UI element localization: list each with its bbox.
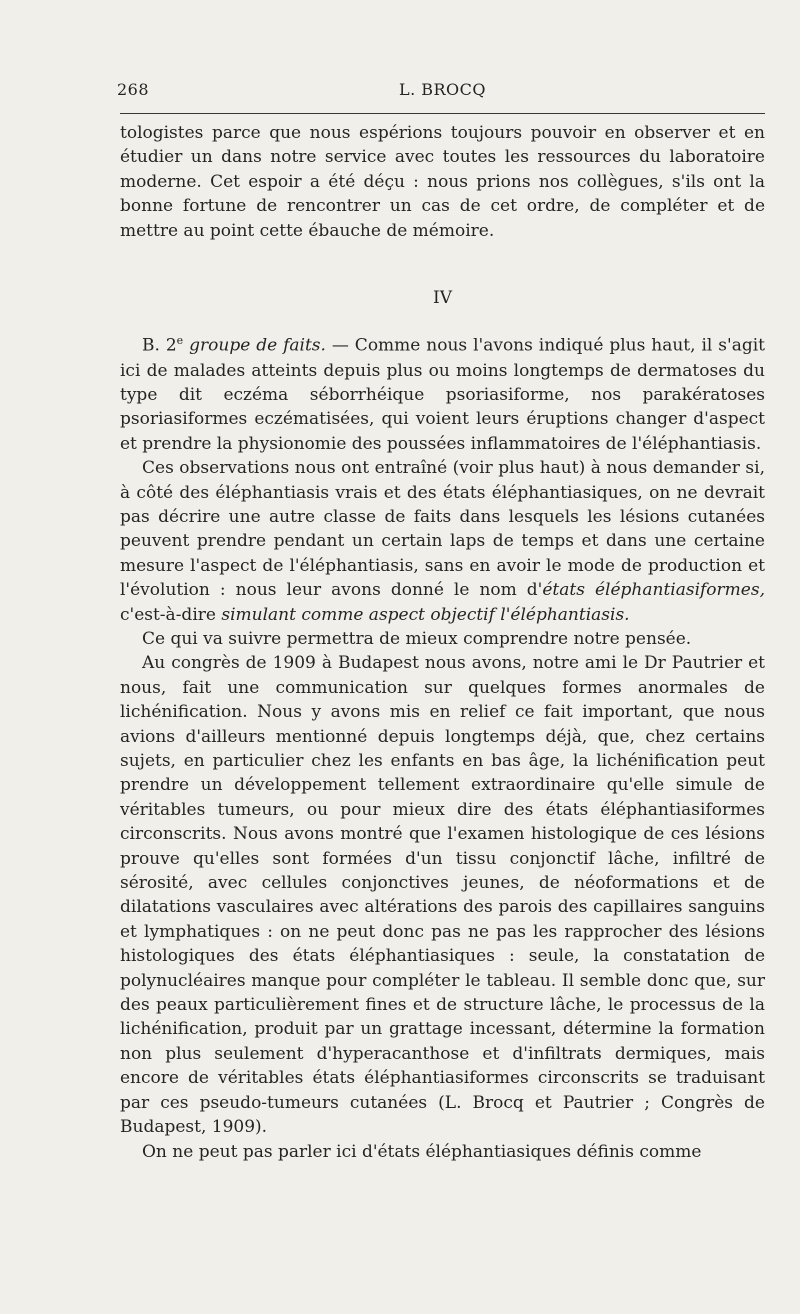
- page-body: [120, 121, 765, 1164]
- paragraph-1: tologistes parce que nous espérions toujours pouvoir en observer et en étudier un dans notre service avec toutes les ressources du laboratoire moderne. Cet espoir a été déçu : nous prions nos collègues, s'ils ont la bonne fortune de rencontrer un cas de cet ordre, de compléter et de mettre au point cette ébauche de mémoire.: [120, 123, 765, 241]
- paragraph-4: Ce qui va suivre permettra de mieux comprendre notre pensée.: [142, 628, 692, 649]
- page-number: 268: [117, 80, 150, 99]
- paragraph-2: [120, 329, 765, 456]
- paragraph-3-italic-1: états éléphantiasiformes,: [542, 580, 765, 601]
- paragraph-2-italic: groupe de faits.: [189, 336, 326, 357]
- paragraph-2-rest: — Comme nous l'avons indiqué plus haut, il s'agit ici de malades atteints depuis plus ou moins longtemps de dermatoses du type dit eczéma séborrhéique psoriasiforme, nos parakératoses psoriasiformes eczématisées, qui voient leurs éruptions changer d'aspect et prendre la physionomie des poussées inflammatoires de l'éléphantiasis.: [120, 336, 765, 454]
- paragraph-3-part-a: Ces observations nous ont entraîné (voir plus haut) à nous demander si, à côté des éléphantiasis vrais et des états éléphantiasiques, on ne devrait pas décrire une autre classe de faits dans lesquels les lésions cutanées peuvent prendre pendant un certain laps de temps et dans une certaine mesure l'aspect de l'éléphantiasis, sans en avoir le mode de production et l'évolution : nous leur avons donné le nom d': [120, 458, 765, 601]
- running-head: L. BROCQ: [398, 80, 487, 99]
- section-heading: IV: [433, 288, 452, 309]
- paragraph-3: [120, 456, 765, 627]
- paragraph-3-italic-2: simulant comme aspect objectif l'éléphantiasis.: [221, 604, 630, 625]
- paragraph-5: Au congrès de 1909 à Budapest nous avons, notre ami le Dr Pautrier et nous, fait une communication sur quelques formes anormales de lichénification. Nous y avons mis en relief ce fait important, que nous avions d'ailleurs mentionné depuis longtemps déjà, que, chez certains sujets, en particulier chez les enfants en bas âge, la lichénification peut prendre un développement tellement extraordinaire qu'elle simule de véritables tumeurs, ou pour mieux dire des états éléphantiasiformes circonscrits. Nous avons montré que l'examen histologique de ces lésions prouve qu'elles sont formées d'un tissu conjonctif lâche, infiltré de sérosité, avec cellules conjonctives jeunes, de néoformations et de dilatations vasculaires avec altérations des parois des capillaires sanguins et lymphatiques : on ne peut donc pas ne pas les rapprocher des lésions histologiques des états éléphantiasiques : seule, la constatation de polynucléaires manque pour compléter le tableau. Il semble donc que, sur des peaux particulièrement fines et de structure lâche, le processus de la lichénification, produit par un grattage incessant, détermine la formation non plus seulement d'hyperacanthose et d'infiltrats dermiques, mais encore de véritables états éléphantiasiformes circonscrits se traduisant par ces pseudo-tumeurs cutanées (L. Brocq et Pautrier ; Congrès de Budapest, 1909).: [120, 653, 765, 1138]
- page-header: [117, 80, 765, 106]
- paragraph-2-superscript: e: [176, 334, 184, 348]
- paragraph-6: On ne peut pas parler ici d'états éléphantiasiques définis comme: [142, 1141, 702, 1162]
- header-rule: [120, 113, 765, 114]
- paragraph-2-lead: B. 2: [142, 336, 177, 357]
- paragraph-3-part-b: c'est-à-dire: [120, 604, 222, 625]
